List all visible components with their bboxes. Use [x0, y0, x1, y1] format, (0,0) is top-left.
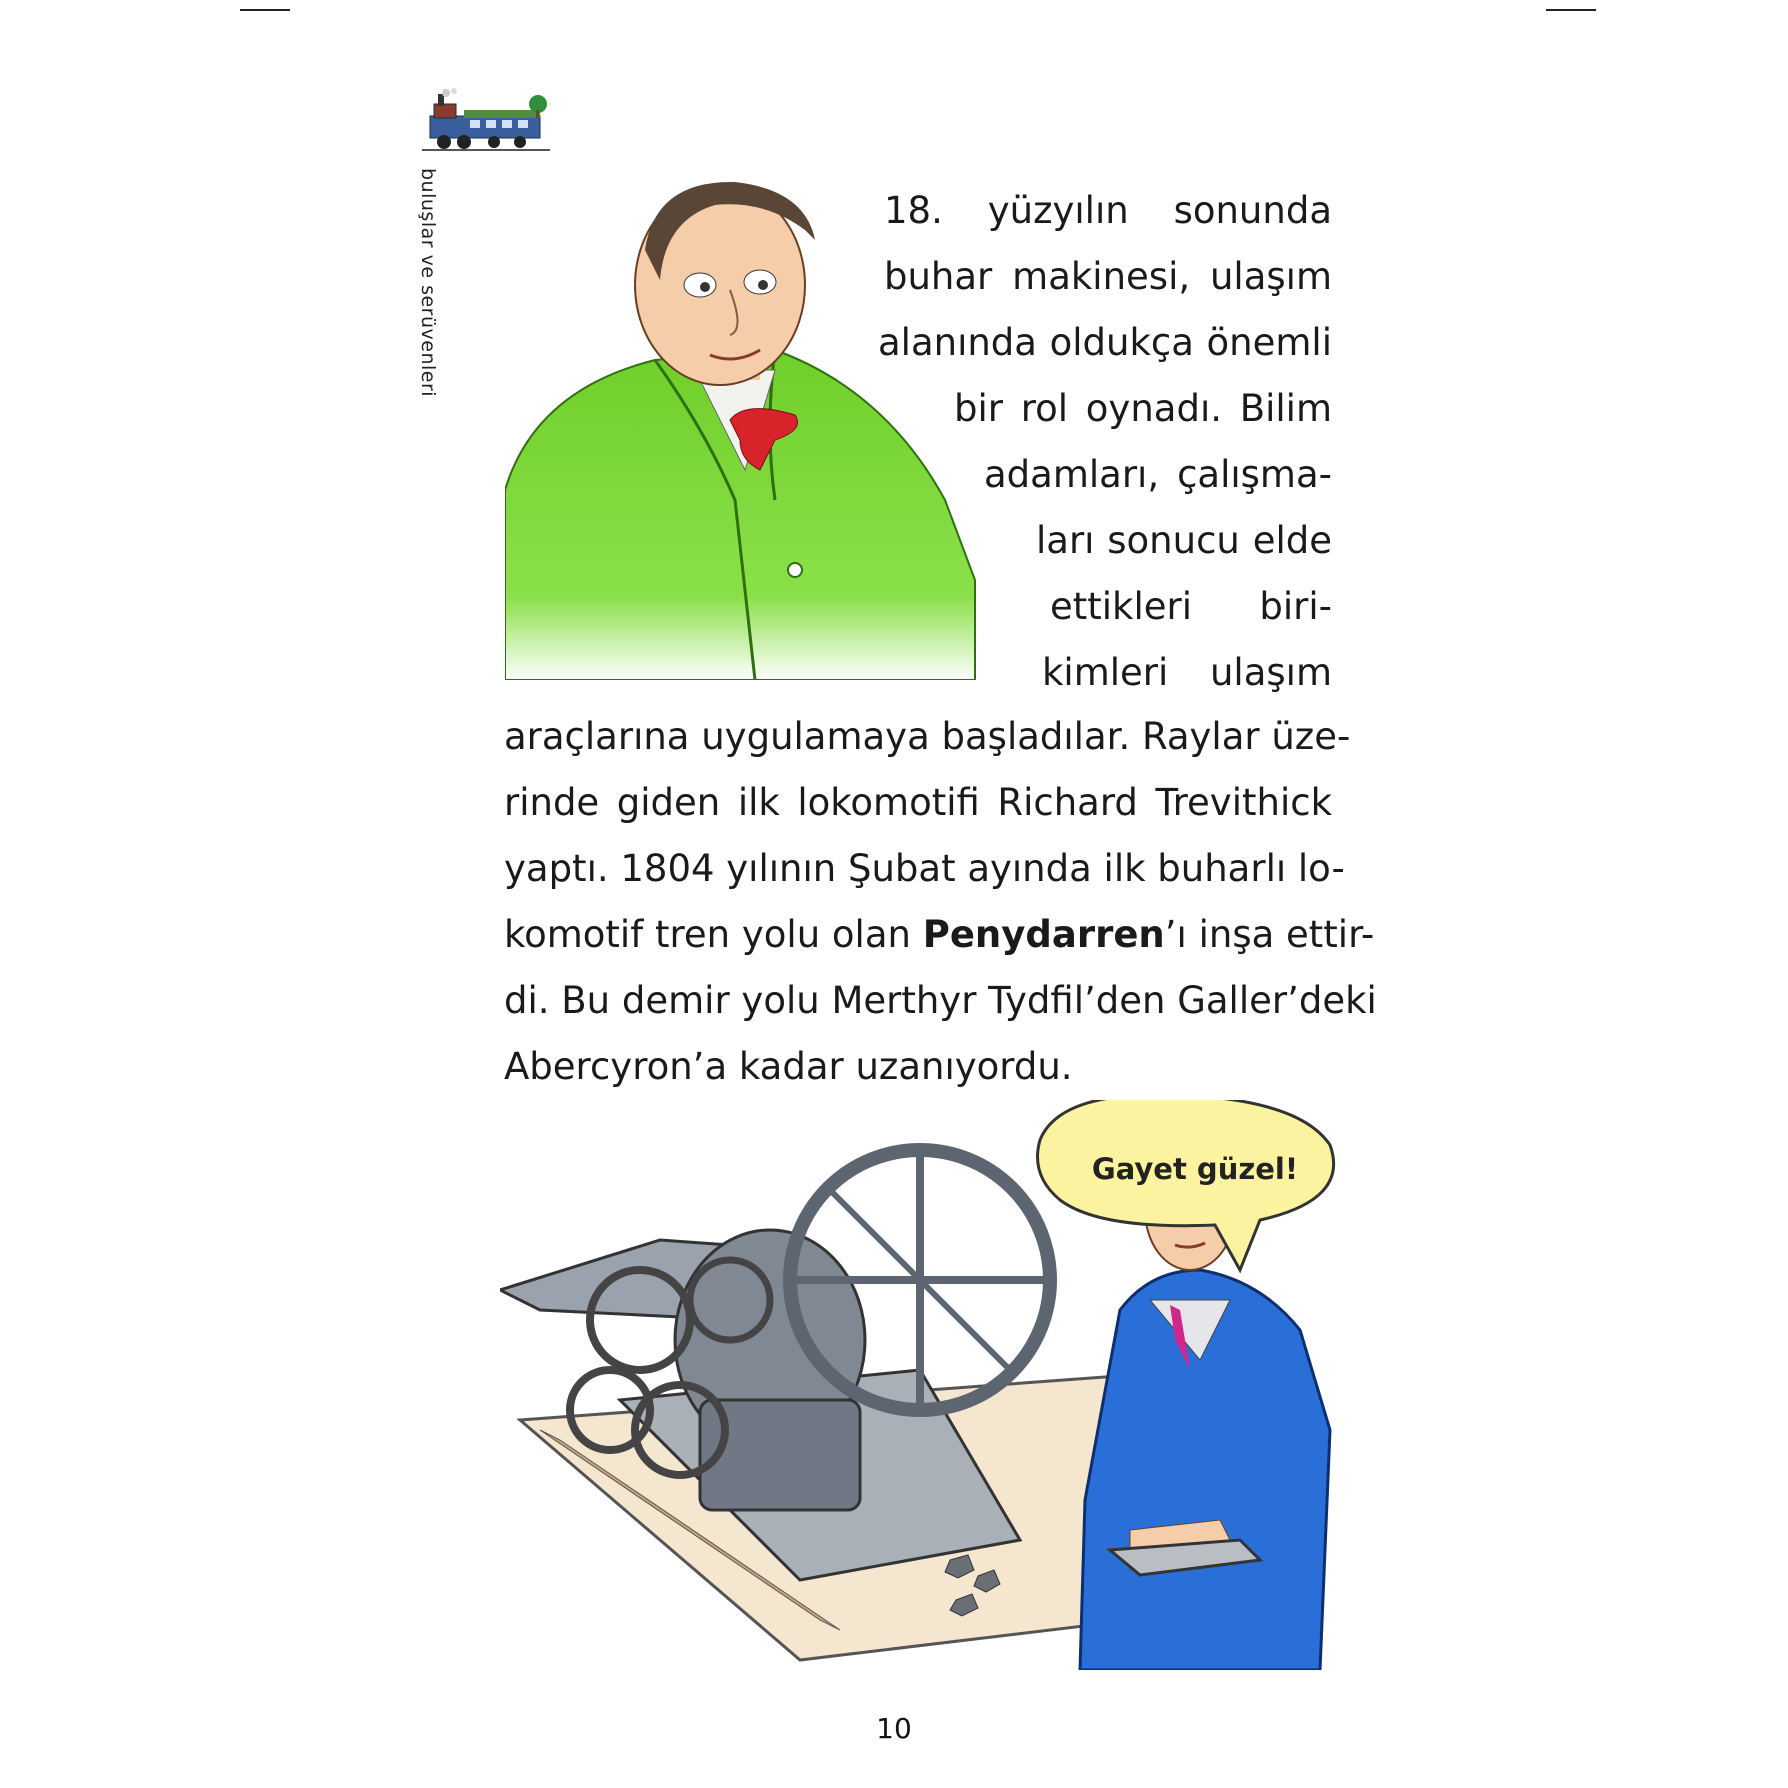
text-line: Abercyron’a kadar uzanıyordu. [504, 1045, 1073, 1088]
text-line: yaptı. 1804 yılının Şubat ayında ilk buharlı lo- [504, 847, 1345, 890]
text-line: 18. yüzyılın sonunda [884, 189, 1332, 232]
emphasized-name: Penydarren [922, 913, 1165, 956]
text-line: adamları, çalışma- [984, 453, 1332, 496]
text-run: ’ı inşa ettir- [1164, 913, 1375, 956]
main-paragraph [504, 704, 1377, 1100]
book-series-label: buluşlar ve serüvenleri [417, 168, 439, 398]
text-line: rinde giden ilk lokomotifi Richard Trevithick [504, 781, 1332, 824]
text-line [504, 902, 1375, 968]
intro-paragraph-wrapped [878, 178, 1332, 706]
text-line: ları sonucu elde [1036, 519, 1332, 562]
text-line: alanında oldukça önemli [878, 321, 1332, 364]
text-run: komotif tren yolu olan [504, 913, 923, 956]
text-line: araçlarına uygulamaya başladılar. Raylar üze- [504, 715, 1351, 758]
crop-mark-left [240, 9, 290, 11]
text-line: di. Bu demir yolu Merthyr Tydfil’den Galler’deki [504, 979, 1377, 1022]
crop-mark-right [1546, 9, 1596, 11]
speech-bubble-text: Gayet güzel! [1091, 1152, 1299, 1186]
text-line: bir rol oynadı. Bilim [954, 387, 1332, 430]
train-logo-icon [420, 88, 552, 160]
text-line: buhar makinesi, ulaşım [884, 255, 1332, 298]
text-line: ettikleri biri- [1050, 585, 1332, 628]
text-line: kimleri ulaşım [1042, 651, 1332, 694]
page-number: 10 [876, 1712, 912, 1745]
